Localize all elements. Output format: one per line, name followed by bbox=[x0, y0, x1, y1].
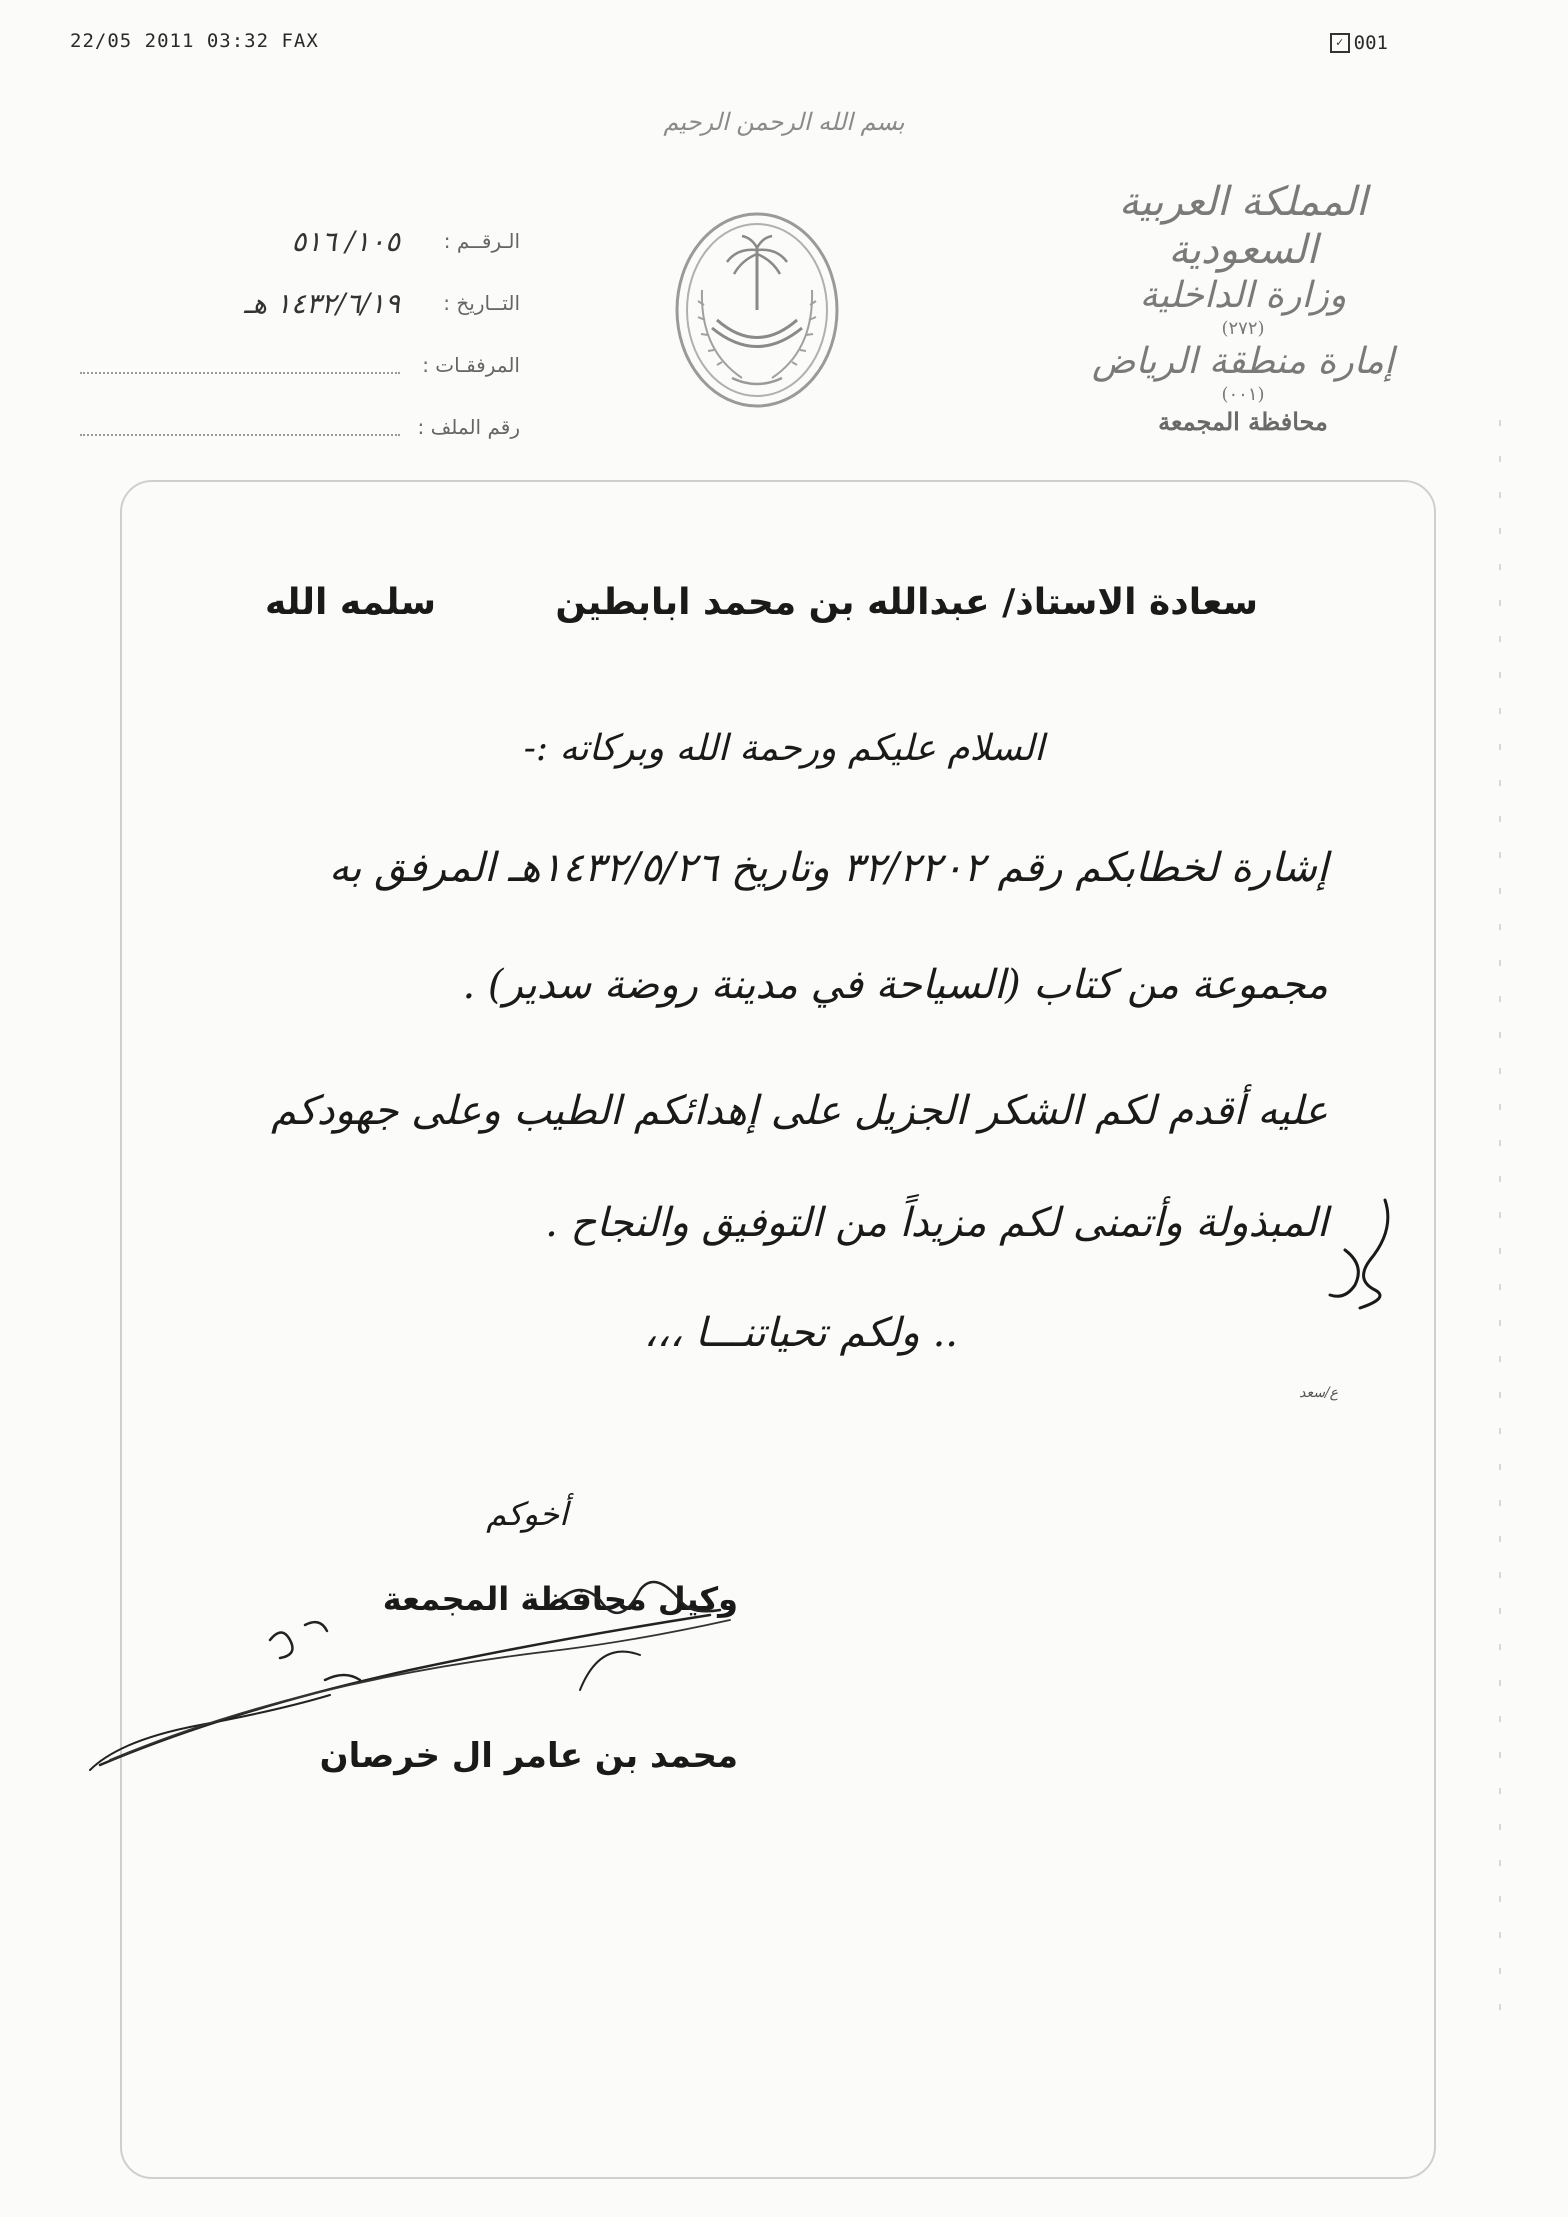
fax-page-number bbox=[1330, 32, 1388, 54]
letter-line-2: مجموعة من كتاب (السياحة في مدينة روضة سدير) . bbox=[462, 962, 1328, 1008]
handwritten-signature bbox=[80, 1560, 780, 1790]
scan-artifact bbox=[1496, 420, 1504, 2020]
reference-number-label: الـرقــم : bbox=[443, 229, 520, 253]
letterhead-country: المملكة العربية السعودية bbox=[1118, 179, 1368, 273]
letter-line-1: إشارة لخطابكم رقم ٣٢/٢٢٠٢ وتاريخ ١٤٣٢/٥/٢٦هـ المرفق به bbox=[328, 845, 1328, 891]
initials-signature bbox=[1315, 1190, 1405, 1320]
letterhead-governorate: محافظة المجمعة bbox=[1158, 407, 1328, 436]
reference-date-label: التــاريخ : bbox=[443, 291, 520, 315]
reference-attachments-row bbox=[80, 334, 520, 396]
letter-tiny-mark: ع/سعد bbox=[1299, 1385, 1338, 1401]
fax-header: 22/05 2011 03:32 FAX bbox=[70, 30, 319, 52]
reference-file-label: رقم الملف : bbox=[417, 415, 520, 439]
letter-line-4: المبذولة وأتمنى لكم مزيداً من التوفيق والنجاح . bbox=[545, 1200, 1328, 1246]
letterhead-code-1: (٢٧٢) bbox=[1221, 318, 1265, 339]
reference-number-value: ١٠٥/ ٥١٦ bbox=[291, 224, 400, 258]
signature-name: محمد بن عامر ال خرصان bbox=[319, 1736, 738, 1776]
reference-date-value: ١٤٣٢/٦/١٩ هـ bbox=[243, 286, 400, 320]
reference-attachments-label: المرفقـات : bbox=[422, 353, 520, 377]
letter-closing: .. ولكم تحياتنـــا ،،، bbox=[643, 1310, 958, 1356]
reference-attachments-dots bbox=[80, 356, 400, 374]
reference-fields bbox=[80, 210, 520, 458]
fax-page-number-text: 001 bbox=[1353, 32, 1388, 54]
letter-salutation-end: سلمه الله bbox=[265, 582, 436, 623]
letterhead-ministry: وزارة الداخلية bbox=[1139, 275, 1347, 316]
letter-greeting: السلام عليكم ورحمة الله وبركاته :- bbox=[523, 728, 1045, 769]
reference-file-row bbox=[80, 396, 520, 458]
signature-brothers: أخوكم bbox=[486, 1495, 568, 1533]
letterhead bbox=[1053, 178, 1433, 438]
letterhead-emirate: إمارة منطقة الرياض bbox=[1092, 341, 1394, 382]
reference-date-row bbox=[80, 272, 520, 334]
letter-addressee: سعادة الاستاذ/ عبدالله بن محمد ابابطين bbox=[555, 582, 1258, 623]
saudi-emblem-icon bbox=[672, 210, 842, 410]
reference-number-row bbox=[80, 210, 520, 272]
signature-title: وكيل محافظة المجمعة bbox=[382, 1580, 738, 1618]
letter-line-3: عليه أقدم لكم الشكر الجزيل على إهدائكم الطيب وعلى جهودكم bbox=[271, 1088, 1328, 1134]
letterhead-code-2: (٠٠١) bbox=[1221, 384, 1265, 405]
reference-file-dots bbox=[80, 418, 400, 436]
fax-page-icon: ✓ bbox=[1330, 33, 1350, 53]
basmala: بسم الله الرحمن الرحيم bbox=[663, 108, 905, 136]
